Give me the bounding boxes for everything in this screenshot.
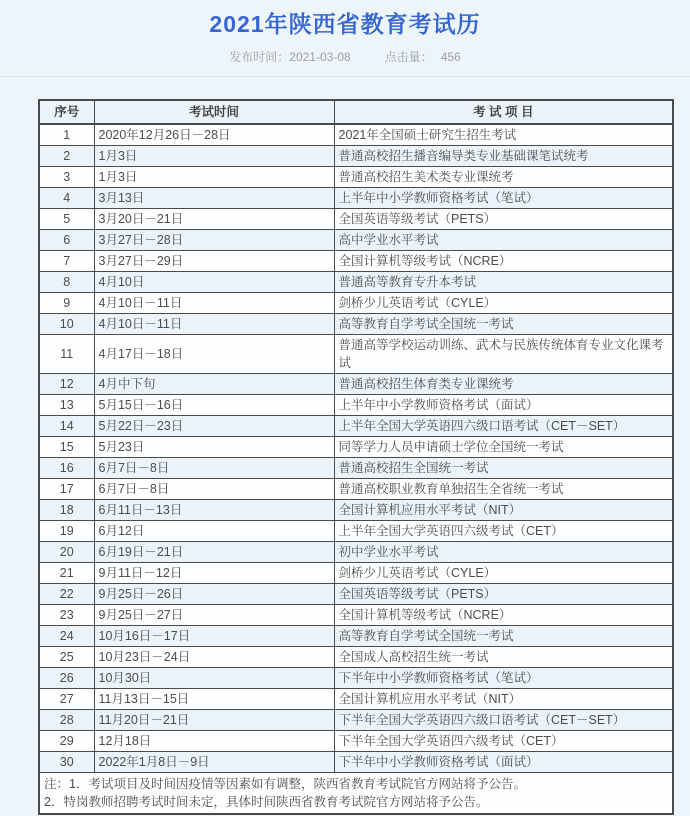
cell-index: 18 bbox=[39, 500, 94, 521]
cell-index: 28 bbox=[39, 710, 94, 731]
table-row bbox=[39, 230, 673, 251]
cell-exam-time: 11月20日－21日 bbox=[94, 710, 334, 731]
column-header-exam-time: 考试时间 bbox=[94, 100, 334, 124]
cell-index: 13 bbox=[39, 395, 94, 416]
cell-exam-time: 3月27日－28日 bbox=[94, 230, 334, 251]
cell-index: 8 bbox=[39, 272, 94, 293]
cell-exam-time: 3月20日－21日 bbox=[94, 209, 334, 230]
cell-exam-project: 2021年全国硕士研究生招生考试 bbox=[334, 124, 673, 146]
cell-index: 9 bbox=[39, 293, 94, 314]
cell-index: 15 bbox=[39, 437, 94, 458]
cell-exam-project: 普通高校招生美术类专业课统考 bbox=[334, 167, 673, 188]
cell-exam-time: 9月25日－26日 bbox=[94, 584, 334, 605]
cell-exam-time: 12月18日 bbox=[94, 731, 334, 752]
cell-exam-time: 5月15日－16日 bbox=[94, 395, 334, 416]
cell-exam-time: 6月11日－13日 bbox=[94, 500, 334, 521]
cell-exam-time: 10月30日 bbox=[94, 668, 334, 689]
cell-exam-project: 全国计算机等级考试（NCRE） bbox=[334, 251, 673, 272]
cell-exam-time: 11月13日－15日 bbox=[94, 689, 334, 710]
table-row bbox=[39, 500, 673, 521]
table-row bbox=[39, 752, 673, 773]
cell-exam-project: 下半年全国大学英语四六级口语考试（CET－SET） bbox=[334, 710, 673, 731]
table-row bbox=[39, 521, 673, 542]
cell-index: 23 bbox=[39, 605, 94, 626]
table-row bbox=[39, 542, 673, 563]
table-row bbox=[39, 731, 673, 752]
cell-exam-time: 2020年12月26日－28日 bbox=[94, 124, 334, 146]
table-row bbox=[39, 272, 673, 293]
table-row bbox=[39, 710, 673, 731]
exam-calendar-table bbox=[38, 99, 674, 815]
table-row bbox=[39, 314, 673, 335]
cell-exam-time: 4月中下旬 bbox=[94, 374, 334, 395]
cell-index: 2 bbox=[39, 146, 94, 167]
table-header-row bbox=[39, 100, 673, 124]
cell-exam-time: 2022年1月8日－9日 bbox=[94, 752, 334, 773]
cell-exam-project: 上半年全国大学英语四六级考试（CET） bbox=[334, 521, 673, 542]
table-row bbox=[39, 458, 673, 479]
cell-index: 19 bbox=[39, 521, 94, 542]
publish-time-value: 2021-03-08 bbox=[289, 49, 351, 64]
cell-index: 1 bbox=[39, 124, 94, 146]
cell-exam-project: 上半年中小学教师资格考试（笔试） bbox=[334, 188, 673, 209]
table-row bbox=[39, 293, 673, 314]
cell-index: 14 bbox=[39, 416, 94, 437]
notes-cell bbox=[39, 773, 673, 815]
cell-exam-project: 全国成人高校招生统一考试 bbox=[334, 647, 673, 668]
cell-index: 21 bbox=[39, 563, 94, 584]
cell-exam-project: 同等学力人员申请硕士学位全国统一考试 bbox=[334, 437, 673, 458]
cell-index: 16 bbox=[39, 458, 94, 479]
cell-exam-time: 1月3日 bbox=[94, 167, 334, 188]
table-row bbox=[39, 251, 673, 272]
cell-index: 6 bbox=[39, 230, 94, 251]
cell-exam-project: 下半年中小学教师资格考试（面试） bbox=[334, 752, 673, 773]
publish-time-label: 发布时间： bbox=[229, 50, 290, 64]
table-row bbox=[39, 584, 673, 605]
cell-index: 11 bbox=[39, 335, 94, 374]
table-row bbox=[39, 124, 673, 146]
table-row bbox=[39, 395, 673, 416]
table-row bbox=[39, 689, 673, 710]
cell-exam-project: 上半年全国大学英语四六级口语考试（CET－SET） bbox=[334, 416, 673, 437]
cell-exam-project: 全国计算机应用水平考试（NIT） bbox=[334, 689, 673, 710]
cell-exam-project: 普通高校职业教育单独招生全省统一考试 bbox=[334, 479, 673, 500]
cell-exam-project: 普通高等教育专升本考试 bbox=[334, 272, 673, 293]
cell-exam-time: 3月27日－29日 bbox=[94, 251, 334, 272]
cell-exam-time: 6月19日－21日 bbox=[94, 542, 334, 563]
cell-exam-time: 6月12日 bbox=[94, 521, 334, 542]
cell-exam-time: 6月7日－8日 bbox=[94, 479, 334, 500]
cell-exam-time: 10月16日－17日 bbox=[94, 626, 334, 647]
cell-exam-project: 下半年中小学教师资格考试（笔试） bbox=[334, 668, 673, 689]
cell-index: 12 bbox=[39, 374, 94, 395]
column-header-index: 序号 bbox=[39, 100, 94, 124]
table-notes-row bbox=[39, 773, 673, 815]
cell-exam-time: 4月17日－18日 bbox=[94, 335, 334, 374]
cell-exam-project: 初中学业水平考试 bbox=[334, 542, 673, 563]
table-row bbox=[39, 605, 673, 626]
table-row bbox=[39, 626, 673, 647]
cell-exam-project: 下半年全国大学英语四六级考试（CET） bbox=[334, 731, 673, 752]
note-line-2: 2．特岗教师招聘考试时间未定，具体时间陕西省教育考试院官方网站将予公告。 bbox=[44, 795, 489, 809]
table-row bbox=[39, 188, 673, 209]
cell-index: 27 bbox=[39, 689, 94, 710]
cell-index: 4 bbox=[39, 188, 94, 209]
cell-exam-time: 4月10日 bbox=[94, 272, 334, 293]
table-body bbox=[39, 124, 673, 773]
cell-exam-project: 普通高校招生播音编导类专业基础课笔试统考 bbox=[334, 146, 673, 167]
page bbox=[0, 6, 690, 815]
publish-meta bbox=[0, 48, 690, 65]
table-row bbox=[39, 146, 673, 167]
column-header-exam-project: 考 试 项 目 bbox=[334, 100, 673, 124]
cell-exam-time: 5月23日 bbox=[94, 437, 334, 458]
table-row bbox=[39, 416, 673, 437]
cell-index: 29 bbox=[39, 731, 94, 752]
cell-exam-project: 全国英语等级考试（PETS） bbox=[334, 584, 673, 605]
cell-exam-project: 全国计算机等级考试（NCRE） bbox=[334, 605, 673, 626]
note-line-1: 注：1．考试项目及时间因疫情等因素如有调整，陕西省教育考试院官方网站将予公告。 bbox=[44, 777, 526, 791]
table-row bbox=[39, 374, 673, 395]
cell-index: 25 bbox=[39, 647, 94, 668]
cell-index: 17 bbox=[39, 479, 94, 500]
table-row bbox=[39, 437, 673, 458]
table-row bbox=[39, 647, 673, 668]
table-row bbox=[39, 563, 673, 584]
cell-exam-project: 高中学业水平考试 bbox=[334, 230, 673, 251]
cell-exam-project: 上半年中小学教师资格考试（面试） bbox=[334, 395, 673, 416]
cell-exam-project: 高等教育自学考试全国统一考试 bbox=[334, 314, 673, 335]
hits-label: 点击量： bbox=[384, 50, 433, 64]
table-row bbox=[39, 479, 673, 500]
cell-exam-project: 普通高校招生全国统一考试 bbox=[334, 458, 673, 479]
cell-exam-time: 4月10日－11日 bbox=[94, 293, 334, 314]
cell-index: 5 bbox=[39, 209, 94, 230]
table-row bbox=[39, 335, 673, 374]
cell-index: 24 bbox=[39, 626, 94, 647]
cell-index: 3 bbox=[39, 167, 94, 188]
cell-exam-time: 10月23日－24日 bbox=[94, 647, 334, 668]
cell-index: 10 bbox=[39, 314, 94, 335]
cell-exam-project: 普通高等学校运动训练、武术与民族传统体育专业文化课考试 bbox=[334, 335, 673, 374]
cell-exam-time: 9月25日－27日 bbox=[94, 605, 334, 626]
table-row bbox=[39, 668, 673, 689]
hits-value: 456 bbox=[440, 49, 461, 64]
cell-exam-project: 高等教育自学考试全国统一考试 bbox=[334, 626, 673, 647]
cell-exam-time: 1月3日 bbox=[94, 146, 334, 167]
page-title: 2021年陕西省教育考试历 bbox=[209, 11, 481, 37]
cell-exam-project: 剑桥少儿英语考试（CYLE） bbox=[334, 563, 673, 584]
cell-index: 22 bbox=[39, 584, 94, 605]
cell-index: 20 bbox=[39, 542, 94, 563]
header-divider bbox=[0, 76, 690, 77]
cell-exam-project: 普通高校招生体育类专业课统考 bbox=[334, 374, 673, 395]
cell-exam-project: 全国计算机应用水平考试（NIT） bbox=[334, 500, 673, 521]
cell-exam-time: 6月7日－8日 bbox=[94, 458, 334, 479]
cell-exam-time: 5月22日－23日 bbox=[94, 416, 334, 437]
cell-exam-project: 全国英语等级考试（PETS） bbox=[334, 209, 673, 230]
table-row bbox=[39, 209, 673, 230]
cell-index: 7 bbox=[39, 251, 94, 272]
cell-exam-project: 剑桥少儿英语考试（CYLE） bbox=[334, 293, 673, 314]
cell-index: 30 bbox=[39, 752, 94, 773]
cell-exam-time: 9月11日－12日 bbox=[94, 563, 334, 584]
cell-exam-time: 4月10日－11日 bbox=[94, 314, 334, 335]
table-row bbox=[39, 167, 673, 188]
cell-exam-time: 3月13日 bbox=[94, 188, 334, 209]
cell-index: 26 bbox=[39, 668, 94, 689]
